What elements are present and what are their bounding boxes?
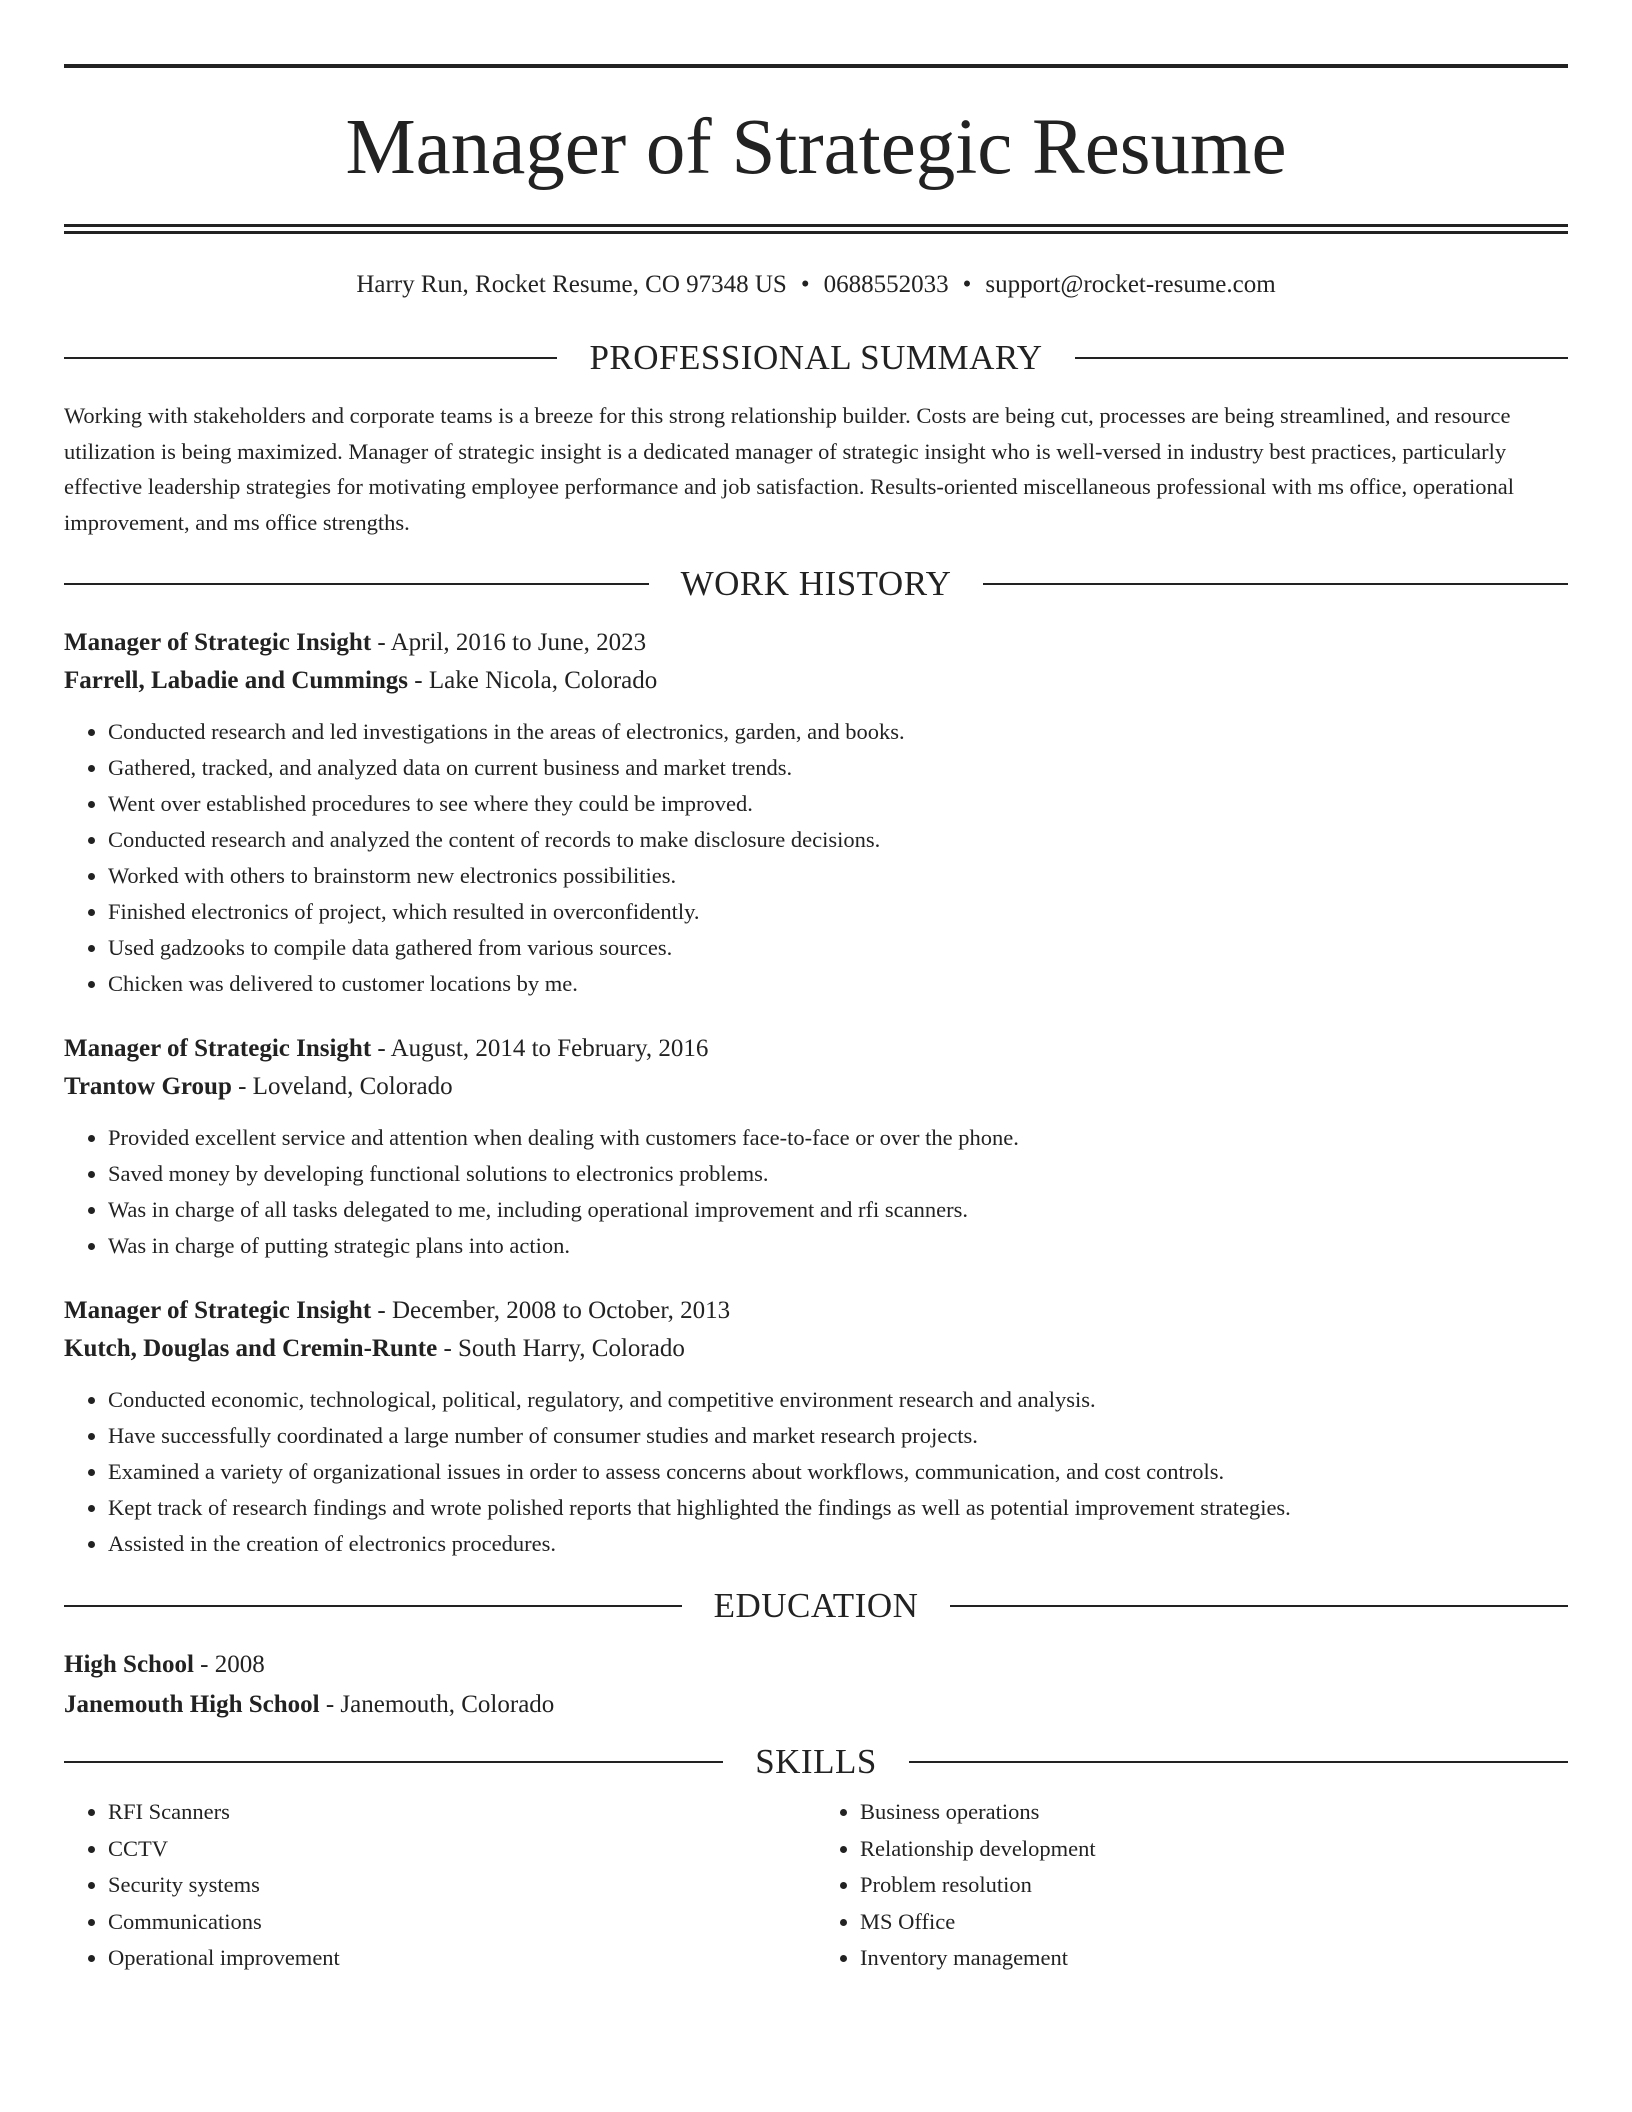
job-entry <box>64 624 1568 1002</box>
skill-item: • Problem resolution <box>860 1867 1568 1904</box>
job-bullet-list <box>64 1120 1568 1264</box>
heading-rule-right <box>983 583 1568 585</box>
job-entry <box>64 1030 1568 1264</box>
job-title: Manager of Strategic Insight <box>64 1035 372 1062</box>
education-degree: High School <box>64 1651 194 1678</box>
contact-line <box>64 268 1568 302</box>
job-dates: - December, 2008 to October, 2013 <box>371 1297 731 1324</box>
job-location: - South Harry, Colorado <box>437 1335 685 1362</box>
job-bullet: • Finished electronics of project, which resulted in overconfidently. <box>108 894 1568 930</box>
skills-columns <box>64 1794 1568 1977</box>
job-company: Kutch, Douglas and Cremin-Runte <box>64 1335 438 1362</box>
job-title-line <box>64 1292 1568 1330</box>
job-title-line <box>64 624 1568 662</box>
contact-separator: • <box>800 271 810 298</box>
education-location: - Janemouth, Colorado <box>319 1691 555 1718</box>
section-heading-label: WORK HISTORY <box>680 564 952 603</box>
job-bullet: • Chicken was delivered to customer locations by me. <box>108 966 1568 1002</box>
job-company: Trantow Group <box>64 1073 232 1100</box>
job-company: Farrell, Labadie and Cummings <box>64 667 409 694</box>
job-bullet-list <box>64 1382 1568 1562</box>
work-history-list <box>64 624 1568 1562</box>
heading-rule-left <box>64 1761 723 1763</box>
skill-item: • Security systems <box>108 1867 816 1904</box>
job-entry <box>64 1292 1568 1562</box>
heading-rule-left <box>64 357 557 359</box>
job-company-line <box>64 1330 1568 1368</box>
contact-address: Harry Run, Rocket Resume, CO 97348 US <box>356 271 787 298</box>
job-title: Manager of Strategic Insight <box>64 629 372 656</box>
heading-rule-left <box>64 583 649 585</box>
heading-rule-right <box>950 1605 1568 1607</box>
job-bullet: • Saved money by developing functional solutions to electronics problems. <box>108 1156 1568 1192</box>
skill-item: • Operational improvement <box>108 1940 816 1977</box>
contact-email[interactable]: support@rocket-resume.com <box>985 271 1276 298</box>
section-heading-education <box>64 1584 1568 1628</box>
job-bullet: • Was in charge of putting strategic plans into action. <box>108 1228 1568 1264</box>
top-rule <box>64 64 1568 68</box>
title-double-rule <box>64 224 1568 234</box>
job-bullet: • Conducted research and led investigations in the areas of electronics, garden, and books. <box>108 714 1568 750</box>
job-bullet: • Went over established procedures to see where they could be improved. <box>108 786 1568 822</box>
heading-rule-right <box>909 1761 1568 1763</box>
job-dates: - August, 2014 to February, 2016 <box>371 1035 709 1062</box>
job-title-line <box>64 1030 1568 1068</box>
skill-item: • Relationship development <box>860 1831 1568 1868</box>
skill-item: • Business operations <box>860 1794 1568 1831</box>
job-bullet: • Kept track of research findings and wrote polished reports that highlighted the findings as well as potential improvement strategies. <box>108 1490 1568 1526</box>
resume-page <box>64 64 1568 1977</box>
education-degree-line <box>64 1646 1568 1684</box>
job-bullet: • Examined a variety of organizational issues in order to assess concerns about workflows, communication, and cost controls. <box>108 1454 1568 1490</box>
education-school-line <box>64 1686 1568 1724</box>
section-heading-label: PROFESSIONAL SUMMARY <box>589 338 1043 377</box>
education-school: Janemouth High School <box>64 1691 320 1718</box>
skill-item: • MS Office <box>860 1904 1568 1941</box>
contact-separator: • <box>962 271 972 298</box>
job-location: - Loveland, Colorado <box>231 1073 453 1100</box>
job-bullet-list <box>64 714 1568 1002</box>
job-location: - Lake Nicola, Colorado <box>408 667 658 694</box>
job-bullet: • Conducted research and analyzed the content of records to make disclosure decisions. <box>108 822 1568 858</box>
heading-rule-left <box>64 1605 682 1607</box>
contact-phone: 0688552033 <box>823 271 949 298</box>
job-dates: - April, 2016 to June, 2023 <box>371 629 647 656</box>
education-year: - 2008 <box>193 1651 265 1678</box>
heading-rule-right <box>1075 357 1568 359</box>
skill-item: • RFI Scanners <box>108 1794 816 1831</box>
section-heading-label: SKILLS <box>755 1742 877 1781</box>
skills-list-right <box>816 1794 1568 1977</box>
skill-item: • CCTV <box>108 1831 816 1868</box>
job-bullet: • Worked with others to brainstorm new electronics possibilities. <box>108 858 1568 894</box>
job-company-line <box>64 662 1568 700</box>
job-bullet: • Have successfully coordinated a large number of consumer studies and market research projects. <box>108 1418 1568 1454</box>
summary-paragraph: Working with stakeholders and corporate teams is a breeze for this strong relationship builder. Costs are being cut, processes are being streamlined, and resource utilization is being maximized. Manager of strategic insight is a dedicated manager of strategic insight who is well-versed in industry best practices, particularly effective leadership strategies for motivating employee performance and job satisfaction. Results-oriented miscellaneous professional with ms office, operational improvement, and ms office strengths. <box>64 403 1514 535</box>
skill-item: • Communications <box>108 1904 816 1941</box>
skills-list-left <box>64 1794 816 1977</box>
job-bullet: • Conducted economic, technological, political, regulatory, and competitive environment research and analysis. <box>108 1382 1568 1418</box>
section-heading-summary <box>64 336 1568 380</box>
skill-item: • Inventory management <box>860 1940 1568 1977</box>
section-heading-label: EDUCATION <box>713 1586 919 1625</box>
section-heading-work-history <box>64 562 1568 606</box>
job-bullet: • Was in charge of all tasks delegated to me, including operational improvement and rfi scanners. <box>108 1192 1568 1228</box>
page-title: Manager of Strategic Resume <box>345 104 1287 191</box>
job-company-line <box>64 1068 1568 1106</box>
section-heading-skills <box>64 1740 1568 1784</box>
job-bullet: • Used gadzooks to compile data gathered from various sources. <box>108 930 1568 966</box>
job-title: Manager of Strategic Insight <box>64 1297 372 1324</box>
job-bullet: • Provided excellent service and attention when dealing with customers face-to-face or over the phone. <box>108 1120 1568 1156</box>
job-bullet: • Gathered, tracked, and analyzed data on current business and market trends. <box>108 750 1568 786</box>
job-bullet: • Assisted in the creation of electronics procedures. <box>108 1526 1568 1562</box>
